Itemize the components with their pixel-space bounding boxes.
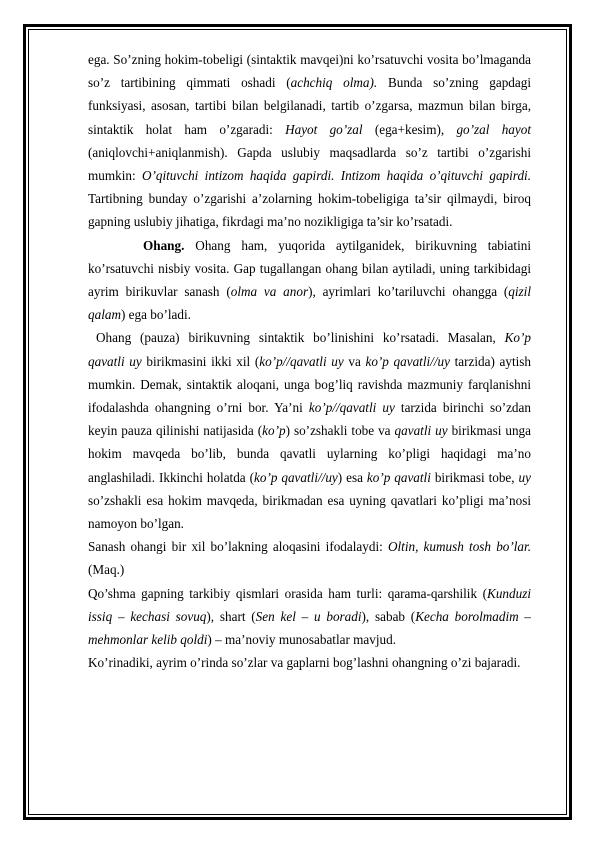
document-body bbox=[88, 48, 531, 674]
text-run: ) esa bbox=[337, 469, 367, 485]
italic-example: ko’p//qavatli uy bbox=[259, 353, 344, 369]
text-run: ), shart ( bbox=[206, 608, 256, 624]
text-run: va bbox=[343, 353, 366, 369]
text-run: (aniqlovchi+aniqlanmish). Gapda uslubiy maqsadlarda so’z tartibi o’zgarishi mumkin: bbox=[88, 144, 531, 184]
italic-example: Kunduzi issiq – kechasi sovuq bbox=[88, 585, 531, 624]
italic-example: Oltin, kumush tosh bo’lar. bbox=[387, 539, 531, 555]
text-run: ), sabab ( bbox=[361, 608, 416, 624]
text-run: ) ega bo’ladi. bbox=[120, 307, 191, 323]
text-run: ega. So’zning hokim-tobeligi (sintaktik mavqei)ni ko’rsatuvchi vosita bo’lmaganda so’z tartibining qimmati oshadi ( bbox=[88, 52, 531, 91]
text-run: (ega+kesim), bbox=[362, 121, 457, 137]
italic-example: O’qituvchi intizom haqida gapirdi. Intizom haqida o’qituvchi gapirdi. bbox=[141, 168, 532, 184]
italic-example: Sen kel – u boradi bbox=[255, 608, 362, 624]
text-run: Bunda so’zning gapdagi funksiyasi, asosan, tartibi bilan belgilanadi, tartib o’zgarsa, mazmun bilan birga, sintaktik holat ham o’zgaradi: bbox=[88, 75, 532, 137]
text-run: ), ayrimlari ko’tariluvchi ohangga ( bbox=[308, 284, 509, 300]
italic-example: Hayot go’zal bbox=[285, 121, 363, 137]
italic-example: uy bbox=[518, 469, 531, 485]
text-run: birikmasi tobe, bbox=[430, 469, 519, 485]
paragraph bbox=[88, 326, 531, 535]
paragraph bbox=[88, 48, 531, 234]
text-run: Qo’shma gapning tarkibiy qismlari orasida ham turli: qarama-qarshilik ( bbox=[88, 585, 488, 601]
italic-example: qizil qalam bbox=[88, 284, 531, 323]
text-run: tarzida) aytish mumkin. Demak, sintaktik aloqani, unga bog’liq ravishda mazmuniy farqlanishni ifodalashda ohangning o’rni bor. Ya’ni bbox=[88, 353, 532, 416]
text-run: Ohang ham, yuqorida aytilganidek, birikuvning tabiatini ko’rsatuvchi nisbiy vosita. Gap tugallangan ohang bilan aytiladi, uning tarkibidagi ayrim birikuvlar sanash ( bbox=[88, 237, 531, 300]
text-run: Ohang (pauza) birikuvning sintaktik bo’linishini ko’rsatadi. Masalan, bbox=[96, 330, 505, 346]
italic-example: qavatli uy bbox=[394, 423, 448, 439]
italic-example: ko’p qavatli//uy bbox=[365, 353, 450, 369]
text-run: birikmasini ikki xil ( bbox=[141, 353, 260, 369]
italic-example: go’zal hayot bbox=[456, 121, 531, 137]
text-run: Sanash ohangi bir xil bo’lakning aloqasini ifodalaydi: bbox=[88, 539, 388, 555]
italic-example: achchiq olma). bbox=[290, 75, 378, 91]
text-run: (Maq.) bbox=[88, 562, 125, 578]
italic-example: ko’p qavatli//uy bbox=[254, 469, 338, 485]
paragraph bbox=[88, 234, 531, 327]
text-run: so’zshakli esa hokim mavqeda, birikmadan esa uyning qavatlari ko’pligi ma’nosi namoyon bo’lgan. bbox=[88, 492, 531, 532]
text-run: birikmasi unga hokim mavqeda bo’lib, bunda qavatli uylarning ko’pligi haqidagi ma’no anglashiladi. Ikkinchi holatda ( bbox=[88, 423, 532, 485]
text-run: Ko’rinadiki, ayrim o’rinda so’zlar va gaplarni bog’lashni ohangning o’zi bajaradi. bbox=[88, 655, 521, 671]
paragraph bbox=[88, 651, 531, 674]
italic-example: olma va anor bbox=[230, 284, 309, 300]
italic-example: ko’p qavatli bbox=[366, 469, 431, 485]
text-run: ) so’zshakli tobe va bbox=[285, 423, 395, 439]
italic-example: ko’p bbox=[262, 423, 286, 439]
text-run: Tartibning bunday o’zgarishi a’zolarning hokim-tobeligiga ta’sir qilmaydi, biroq gapning uslubiy jihatiga, fikrdagi ma’no nozikligiga ta’sir ko’rsatadi. bbox=[88, 191, 531, 230]
italic-example: ko’p//qavatli uy bbox=[308, 400, 395, 416]
text-run: tarzida birinchi so’zdan keyin pauza qilinishi natijasida ( bbox=[88, 400, 531, 439]
text-run: ) – ma’noviy munosabatlar mavjud. bbox=[207, 632, 397, 648]
italic-example: Ko’p qavatli uy bbox=[88, 330, 531, 369]
section-heading: Ohang. bbox=[143, 237, 185, 253]
paragraph bbox=[88, 582, 531, 652]
italic-example: Kecha borolmadim – mehmonlar kelib qoldi bbox=[88, 608, 531, 648]
paragraph bbox=[88, 535, 531, 581]
